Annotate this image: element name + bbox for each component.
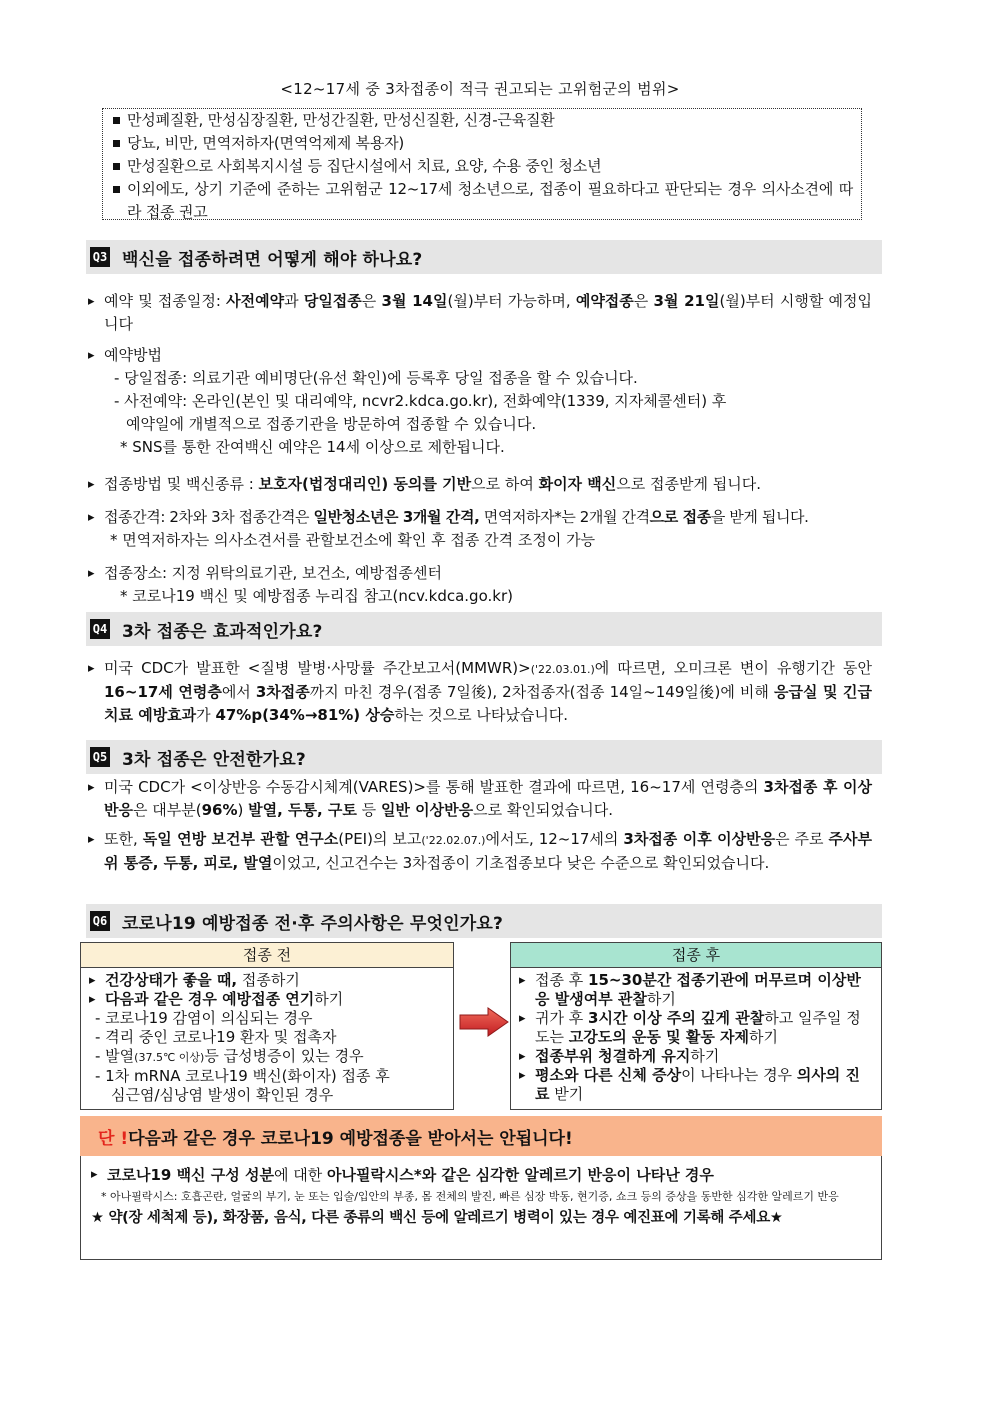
q3-badge: Q3 bbox=[90, 247, 110, 267]
q3-method-2b: 예약일에 개별적으로 접종기관을 방문하여 접종할 수 있습니다. bbox=[126, 415, 537, 433]
q4-badge: Q4 bbox=[90, 619, 110, 639]
before-panel-body: ▸ 건강상태가 좋을 때, 접종하기 ▸ 다음과 같은 경우 예방접종 연기하기 - 코로나19 감염이 의심되는 경우 - 격리 중인 코로나19 환자 및 접촉자 - 발열(37.5℃ 이상)등 급성병증이 있는 경우 - 1차 mRNA 코로나19 백신(화이자) 접종 후 심근염/심낭염 발생이 확인된 경우 bbox=[81, 968, 453, 1108]
q5-paragraph-2: ▸ 또한, 독일 연방 보건부 관할 연구소(PEI)의 보고('22.02.07.)에서도, 12~17세의 3차접종 이후 이상반응은 주로 주사부위 통증, 두통, 피로, 발열이었고, 신고건수는 3차접종이 기초접종보다 낮은 수준으로 확인되었습니다. bbox=[88, 828, 872, 875]
q5-badge: Q5 bbox=[90, 747, 110, 767]
warning-note: * 아나필락시스: 호흡곤란, 얼굴의 부기, 눈 또는 입술/입안의 부종, 몸 전체의 발진, 빠른 심장 박동, 현기증, 쇼크 등의 증상을 동반한 심각한 알레르기 반응 bbox=[101, 1190, 839, 1203]
after-panel bbox=[510, 942, 882, 1110]
q3-header bbox=[86, 240, 882, 274]
warning-line: ▸ 코로나19 백신 구성 성분에 대한 아나필락시스*와 같은 심각한 알레르기 반응이 나타난 경우 bbox=[91, 1164, 873, 1186]
q3-method-label: ▸ 예약방법 bbox=[88, 344, 872, 367]
bullet-square-icon bbox=[113, 163, 120, 170]
q3-interval-note: * 면역저하자는 의사소견서를 관할보건소에 확인 후 접종 간격 조정이 가능 bbox=[110, 531, 596, 549]
q3-schedule: ▸ 예약 및 접종일정: 사전예약과 당일접종은 3월 14일(월)부터 가능하며, 예약접종은 3월 21일(월)부터 시행할 예정입니다 bbox=[88, 290, 872, 336]
q5-title: 3차 접종은 안전한가요? bbox=[122, 749, 306, 770]
bullet-square-icon bbox=[113, 186, 120, 193]
q3-vaccine: ▸ 접종방법 및 백신종류 : 보호자(법정대리인) 동의를 기반으로 하여 화이자 백신으로 접종받게 됩니다. bbox=[88, 473, 872, 496]
q3-interval: ▸ 접종간격: 2차와 3차 접종간격은 일반청소년은 3개월 간격, 면역저하자*는 2개월 간격으로 접종을 받게 됩니다. bbox=[88, 506, 872, 529]
q3-method-note: * SNS를 통한 잔여백신 예약은 14세 이상으로 제한됩니다. bbox=[120, 438, 505, 456]
criteria-item bbox=[111, 132, 853, 155]
criteria-item bbox=[111, 109, 853, 132]
q3-content bbox=[88, 290, 872, 608]
criteria-text: 만성질환으로 사회복지시설 등 집단시설에서 치료, 요양, 수용 중인 청소년 bbox=[127, 157, 602, 175]
q4-paragraph: ▸ 미국 CDC가 발표한 <질병 발병·사망률 주간보고서(MMWR)>('22.03.01.)에 따르면, 오미크론 변이 유행기간 동안 16~17세 연령층에서 3차접종까지 마친 경우(접종 7일後), 2차접종자(접종 14일~149일後)에 비해 응급실 및 긴급치료 예방효과가 47%p(34%→81%) 상승하는 것으로 나타났습니다. bbox=[88, 657, 872, 727]
criteria-item bbox=[111, 155, 853, 178]
criteria-title: <12~17세 중 3차접종이 적극 권고되는 고위험군의 범위> bbox=[280, 80, 680, 98]
criteria-item bbox=[111, 178, 853, 224]
criteria-text: 만성폐질환, 만성심장질환, 만성간질환, 만성신질환, 신경-근육질환 bbox=[127, 111, 555, 129]
q3-method-2a: - 사전예약: 온라인(본인 및 대리예약, ncvr2.kdca.go.kr), 전화예약(1339, 지자체콜센터) 후 bbox=[114, 392, 727, 410]
q3-method-1: - 당일접종: 의료기관 예비명단(유선 확인)에 등록후 당일 접종을 할 수 있습니다. bbox=[114, 369, 638, 387]
q5-paragraph-1: ▸ 미국 CDC가 <이상반응 수동감시체계(VARES)>를 통해 발표한 결과에 따르면, 16~17세 연령층의 3차접종 후 이상반응은 대부분(96%) 발열, 두통, 구토 등 일반 이상반응으로 확인되었습니다. bbox=[88, 776, 872, 822]
before-panel bbox=[80, 942, 454, 1110]
q4-title: 3차 접종은 효과적인가요? bbox=[122, 621, 323, 642]
right-arrow-icon bbox=[458, 1006, 510, 1038]
warning-prefix: 단 ! bbox=[98, 1128, 129, 1149]
q5-content bbox=[88, 776, 872, 875]
criteria-text: 당뇨, 비만, 면역저하자(면역억제제 복용자) bbox=[127, 134, 405, 152]
q6-badge: Q6 bbox=[90, 911, 110, 931]
q6-header bbox=[86, 904, 882, 938]
bullet-square-icon bbox=[113, 140, 120, 147]
before-panel-title: 접종 전 bbox=[81, 943, 453, 968]
q5-header bbox=[86, 740, 882, 774]
criteria-text: 이외에도, 상기 기준에 준하는 고위험군 12~17세 청소년으로, 접종이 필요하다고 판단되는 경우 의사소견에 따라 접종 권고 bbox=[127, 180, 853, 221]
q4-header bbox=[86, 612, 882, 646]
warning-title: 다음과 같은 경우 코로나19 예방접종을 받아서는 안됩니다! bbox=[128, 1128, 573, 1149]
q3-place: ▸ 접종장소: 지정 위탁의료기관, 보건소, 예방접종센터 bbox=[88, 562, 872, 585]
q3-title: 백신을 접종하려면 어떻게 해야 하나요? bbox=[122, 249, 423, 270]
warning-box bbox=[80, 1156, 882, 1260]
q4-content bbox=[88, 657, 872, 727]
criteria-box bbox=[102, 108, 862, 220]
warning-star-line: ★ 약(장 세척제 등), 화장품, 음식, 다른 종류의 백신 등에 알레르기 병력이 있는 경우 예진표에 기록해 주세요★ bbox=[91, 1210, 783, 1226]
warning-header bbox=[80, 1116, 882, 1156]
after-panel-title: 접종 후 bbox=[511, 943, 881, 968]
after-panel-body: ▸ 접종 후 15~30분간 접종기관에 머무르며 이상반응 발생여부 관찰하기 ▸ 귀가 후 3시간 이상 주의 깊게 관찰하고 일주일 정도는 고강도의 운동 및 활동 자제하기 ▸ 접종부위 청결하게 유지하기 ▸ 평소와 다른 신체 증상이 나타나는 경우 의사의 진료 받기 bbox=[511, 968, 881, 1107]
q3-place-note: * 코로나19 백신 및 예방접종 누리집 참고(ncv.kdca.go.kr) bbox=[120, 587, 513, 605]
bullet-square-icon bbox=[113, 117, 120, 124]
q6-title: 코로나19 예방접종 전·후 주의사항은 무엇인가요? bbox=[122, 913, 504, 934]
